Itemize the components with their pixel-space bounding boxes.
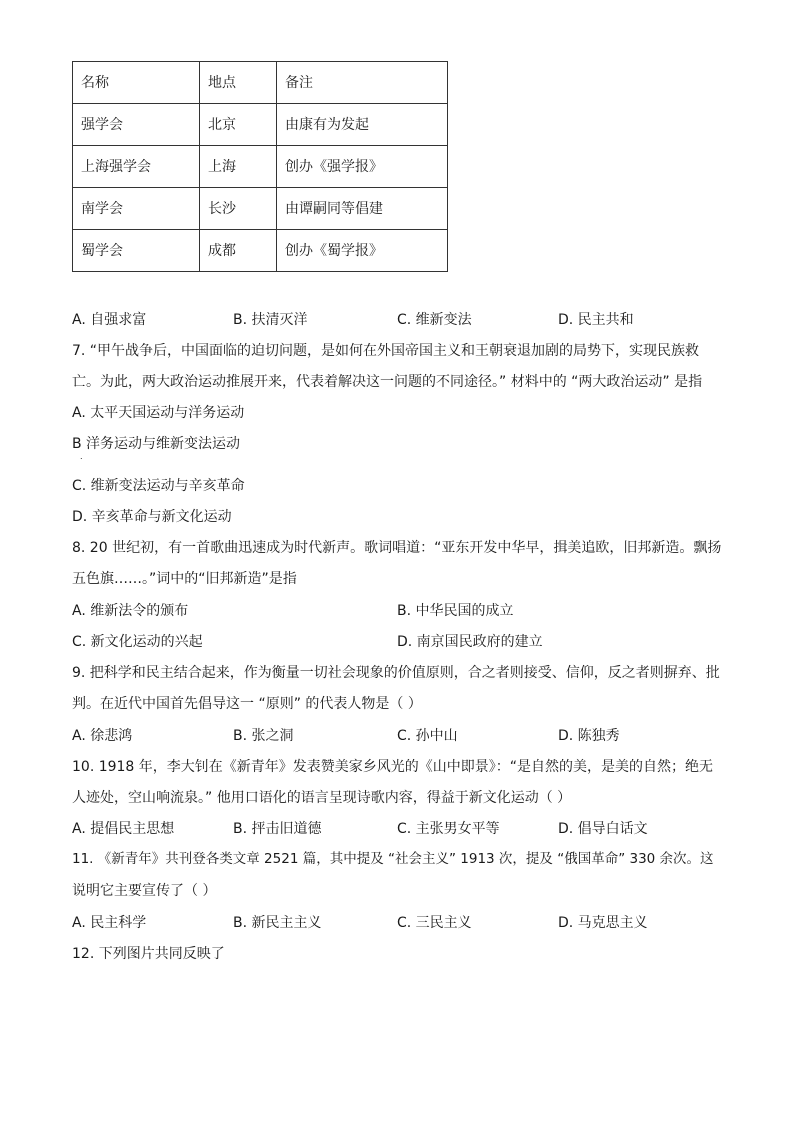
q10-option-c: C. 主张男女平等 <box>397 821 500 837</box>
q10-option-a: A. 提倡民主思想 <box>72 821 175 837</box>
q9-option-a: A. 徐悲鸿 <box>72 728 133 744</box>
table-header-cell: 名称 <box>73 62 200 104</box>
table-cell: 上海强学会 <box>73 146 200 188</box>
table-header-row <box>73 62 448 104</box>
q7-stem-line-1: 7. “甲午战争后，中国面临的迫切问题，是如何在外国帝国主义和王朝衰退加剧的局势下，实现民族救 <box>72 343 700 359</box>
q10-stem-line-1: 10. 1918 年，李大钊在《新青年》发表赞美家乡风光的《山中即景》：“是自然的美，是美的自然；绝无 <box>72 759 714 775</box>
q8-option-b: B. 中华民国的成立 <box>397 603 514 619</box>
q11-stem-line-2: 说明它主要宣传了（ ） <box>72 883 217 899</box>
table-cell: 强学会 <box>73 104 200 146</box>
q7-option-d: D. 辛亥革命与新文化运动 <box>72 509 232 525</box>
table-row <box>73 146 448 188</box>
q7-option-a: A. 太平天国运动与洋务运动 <box>72 405 245 421</box>
table-cell: 成都 <box>200 230 277 272</box>
q12-stem-line-1: 12. 下列图片共同反映了 <box>72 946 225 962</box>
q6-option-c: C. 维新变法 <box>397 312 472 328</box>
q11-option-d: D. 马克思主义 <box>558 915 648 931</box>
table-row <box>73 104 448 146</box>
table-header-cell: 备注 <box>277 62 448 104</box>
table-cell: 由谭嗣同等倡建 <box>277 188 448 230</box>
stray-mark: . <box>80 452 83 461</box>
q8-stem-line-2: 五色旗……。”词中的“旧邦新造”是指 <box>72 571 297 587</box>
q9-option-d: D. 陈独秀 <box>558 728 620 744</box>
q11-option-a: A. 民主科学 <box>72 915 147 931</box>
table-cell: 南学会 <box>73 188 200 230</box>
table-cell: 由康有为发起 <box>277 104 448 146</box>
table-header-cell: 地点 <box>200 62 277 104</box>
q11-stem-line-1: 11. 《新青年》共刊登各类文章 2521 篇，其中提及 “社会主义” 1913 次，提及 “俄国革命” 330 余次。这 <box>72 851 714 867</box>
table-cell: 长沙 <box>200 188 277 230</box>
q10-option-d: D. 倡导白话文 <box>558 821 648 837</box>
q8-option-c: C. 新文化运动的兴起 <box>72 634 203 650</box>
study-society-table <box>72 61 448 272</box>
table-row <box>73 230 448 272</box>
table-row <box>73 188 448 230</box>
q6-option-a: A. 自强求富 <box>72 312 147 328</box>
table-cell: 北京 <box>200 104 277 146</box>
q7-stem-line-2: 亡。为此，两大政治运动推展开来，代表着解决这一问题的不同途径。” 材料中的 “两大政治运动” 是指 <box>72 374 703 390</box>
q9-stem-line-1: 9. 把科学和民主结合起来，作为衡量一切社会现象的价值原则，合之者则接受、信仰，反之者则摒弃、批 <box>72 665 720 681</box>
table-cell: 蜀学会 <box>73 230 200 272</box>
q8-option-d: D. 南京国民政府的建立 <box>397 634 543 650</box>
table-cell: 上海 <box>200 146 277 188</box>
q8-option-a: A. 维新法令的颁布 <box>72 603 189 619</box>
q11-option-b: B. 新民主主义 <box>233 915 322 931</box>
table-cell: 创办《蜀学报》 <box>277 230 448 272</box>
q11-option-c: C. 三民主义 <box>397 915 472 931</box>
q9-stem-line-2: 判。在近代中国首先倡导这一 “原则” 的代表人物是（ ） <box>72 696 422 712</box>
q8-stem-line-1: 8. 20 世纪初，有一首歌曲迅速成为时代新声。歌词唱道：“亚东开发中华早，揖美追欧，旧邦新造。飘扬 <box>72 540 722 556</box>
q10-stem-line-2: 人迹处，空山响流泉。” 他用口语化的语言呈现诗歌内容，得益于新文化运动（ ） <box>72 790 572 806</box>
q9-option-c: C. 孙中山 <box>397 728 458 744</box>
q6-option-d: D. 民主共和 <box>558 312 634 328</box>
table-cell: 创办《强学报》 <box>277 146 448 188</box>
q10-option-b: B. 抨击旧道德 <box>233 821 322 837</box>
q7-option-b: B 洋务运动与维新变法运动 <box>72 436 241 452</box>
q7-option-c: C. 维新变法运动与辛亥革命 <box>72 478 245 494</box>
q6-option-b: B. 扶清灭洋 <box>233 312 308 328</box>
q9-option-b: B. 张之洞 <box>233 728 294 744</box>
